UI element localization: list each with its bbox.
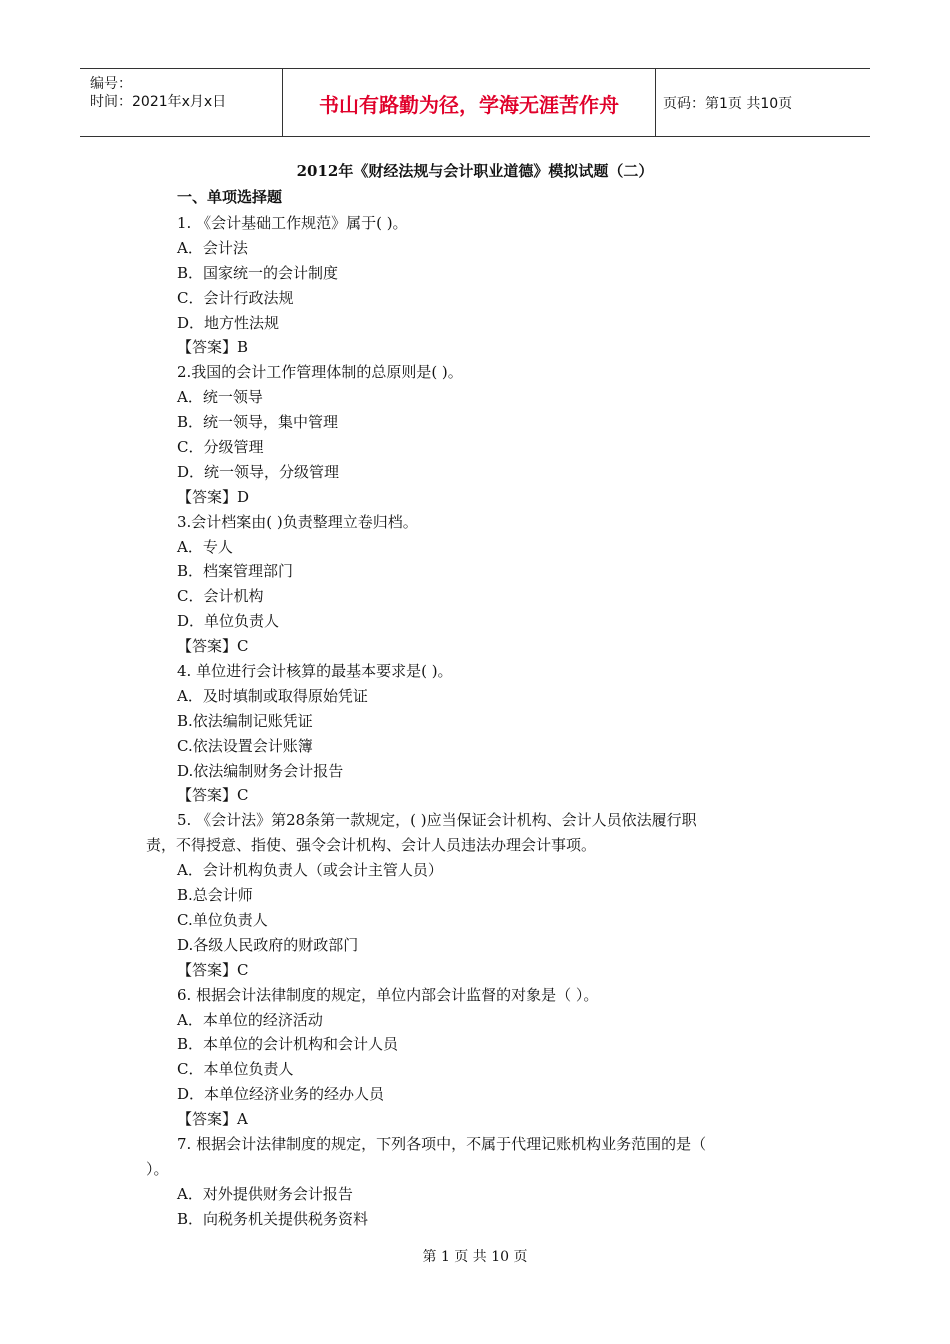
content-line: A．统一领导 (177, 388, 263, 407)
content-line: C．分级管理 (177, 438, 264, 457)
content-line: D．本单位经济业务的经办人员 (177, 1085, 385, 1104)
content-line: 5. 《会计法》第28条第一款规定，( )应当保证会计机构、会计人员依法履行职 (177, 811, 697, 830)
page-footer: 第 1 页 共 10 页 (422, 1249, 528, 1265)
content-line: A．本单位的经济活动 (177, 1010, 323, 1029)
content-line: B．国家统一的会计制度 (177, 263, 339, 282)
page-info: 页码：第1页 共10页 (663, 96, 793, 112)
content-line: B．本单位的会计机构和会计人员 (177, 1035, 399, 1054)
section-heading: 一、单项选择题 (177, 188, 283, 206)
page-header (80, 68, 870, 137)
content-line: B．统一领导，集中管理 (177, 413, 339, 432)
content-line: C．会计行政法规 (177, 288, 294, 307)
content-line: 【答案】B (177, 338, 249, 357)
content-line: C.依法设置会计账簿 (177, 736, 313, 755)
content-line: D.依法编制财务会计报告 (177, 761, 344, 780)
header-motto-cell (282, 69, 656, 136)
content-line: C．本单位负责人 (177, 1060, 294, 1079)
header-page-cell (655, 69, 870, 136)
content-line: C.单位负责人 (177, 910, 268, 929)
header-meta (80, 69, 282, 136)
content-line: 【答案】A (177, 1110, 248, 1129)
content-line: A．会计机构负责人（或会计主管人员） (177, 861, 443, 880)
content-line: A．及时填制或取得原始凭证 (177, 686, 368, 705)
document-title: 2012年《财经法规与会计职业道德》模拟试题（二） (296, 162, 654, 180)
number-label: 编号： (90, 76, 132, 92)
content-line: B．档案管理部门 (177, 562, 294, 581)
content-line: 【答案】C (177, 637, 249, 656)
content-line: D．地方性法规 (177, 313, 280, 332)
content-line: 责，不得授意、指使、强令会计机构、会计人员违法办理会计事项。 (146, 836, 597, 855)
content-line: D．单位负责人 (177, 612, 280, 631)
content-line: 4. 单位进行会计核算的最基本要求是( )。 (177, 662, 453, 681)
content-line: B.总会计师 (177, 886, 253, 905)
content-line: 1. 《会计基础工作规范》属于( )。 (177, 214, 408, 232)
content-line: 【答案】C (177, 960, 249, 979)
content-line: ）。 (146, 1159, 169, 1178)
question-list (146, 211, 817, 1232)
content-line: 7. 根据会计法律制度的规定，下列各项中，不属于代理记账机构业务范围的是（ (177, 1134, 707, 1153)
content-line: D.各级人民政府的财政部门 (177, 935, 359, 954)
content-line: 2.我国的会计工作管理体制的总原则是( )。 (177, 363, 463, 382)
content-line: B.依法编制记账凭证 (177, 711, 313, 730)
content-line: B．向税务机关提供税务资料 (177, 1209, 369, 1228)
content-line: 【答案】D (177, 487, 250, 506)
content-line: 6. 根据会计法律制度的规定，单位内部会计监督的对象是（ ）。 (177, 985, 599, 1004)
content-line: 3.会计档案由( )负责整理立卷归档。 (177, 512, 418, 531)
content-line: C．会计机构 (177, 587, 264, 606)
content-line: A．会计法 (177, 238, 248, 257)
content-line: D．统一领导，分级管理 (177, 462, 340, 481)
content-line: A．对外提供财务会计报告 (177, 1184, 353, 1203)
content-line: A．专人 (177, 537, 233, 556)
content-line: 【答案】C (177, 786, 249, 805)
time-label: 时间：2021年x月x日 (90, 94, 227, 110)
motto: 书山有路勤为径，学海无涯苦作舟 (319, 93, 619, 117)
